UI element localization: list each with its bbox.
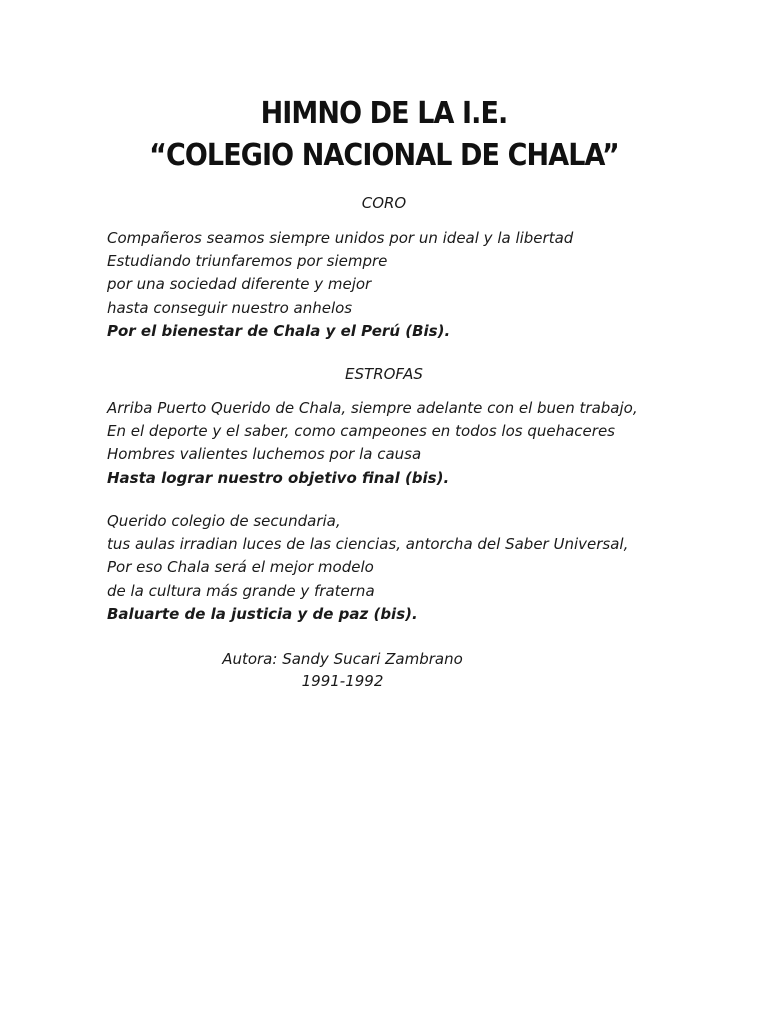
estrofa-1-closing-line: Hasta lograr nuestro objetivo final (bis). xyxy=(107,468,450,487)
estrofa-1 xyxy=(107,397,638,490)
estrofa-1-line: En el deporte y el saber, como campeones en todos los quehaceres xyxy=(107,422,615,441)
coro-heading: CORO xyxy=(361,194,407,212)
author-years: 1991-1992 xyxy=(301,672,384,690)
estrofa-2-line: Querido colegio de secundaria, xyxy=(107,512,341,530)
coro-line: por una sociedad diferente y mejor xyxy=(107,275,372,294)
estrofas-heading: ESTROFAS xyxy=(345,365,423,383)
estrofa-2 xyxy=(107,510,628,626)
author-credit: Autora: Sandy Sucari Zambrano xyxy=(222,650,463,668)
coro-line: hasta conseguir nuestro anhelos xyxy=(107,298,353,317)
estrofa-1-line: Hombres valientes luchemos por la causa xyxy=(107,445,422,464)
title-line-1: HIMNO DE LA I.E. xyxy=(260,96,508,131)
coro-closing-line: Por el bienestar de Chala y el Perú (Bis). xyxy=(107,321,451,340)
title-line-2: “COLEGIO NACIONAL DE CHALA” xyxy=(149,138,619,173)
estrofa-2-line: de la cultura más grande y fraterna xyxy=(107,581,375,600)
coro-line: Estudiando triunfaremos por siempre xyxy=(107,252,388,271)
coro-line: Compañeros seamos siempre unidos por un ideal y la libertad xyxy=(107,229,574,247)
estrofa-2-line: Por eso Chala será el mejor modelo xyxy=(107,558,374,577)
coro-stanza xyxy=(107,227,573,343)
estrofa-1-line: Arriba Puerto Querido de Chala, siempre adelante con el buen trabajo, xyxy=(107,399,638,417)
estrofa-2-line: tus aulas irradian luces de las ciencias, antorcha del Saber Universal, xyxy=(107,535,629,554)
estrofa-2-closing-line: Baluarte de la justicia y de paz (bis). xyxy=(107,604,418,623)
